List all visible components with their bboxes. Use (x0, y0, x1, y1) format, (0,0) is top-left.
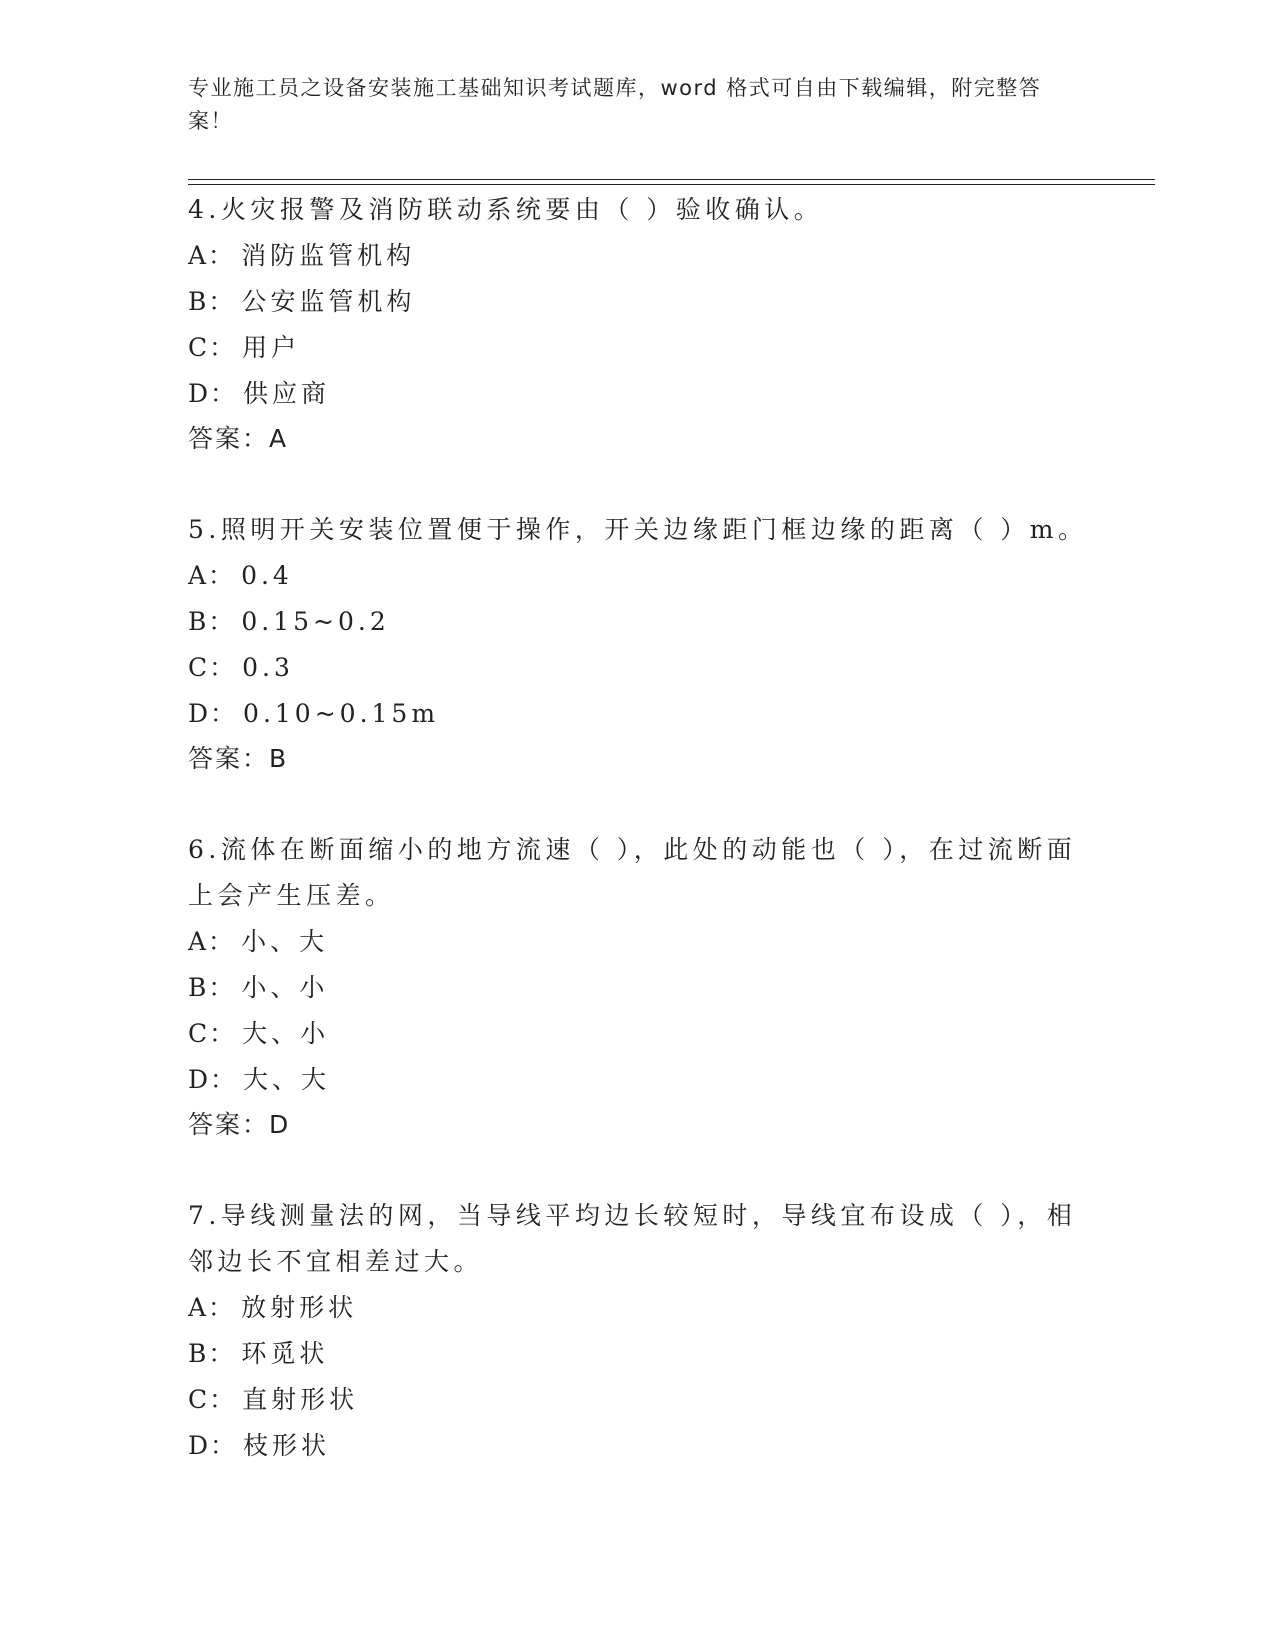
option-text: 环觅状 (241, 1339, 329, 1368)
question-stem: 6.流体在断面缩小的地方流速（ ），此处的动能也（ ），在过流断面上会产生压差。 (188, 835, 1077, 910)
header-divider-top (188, 179, 1155, 180)
option-text: 小、大 (241, 927, 329, 956)
option-a (188, 1285, 1088, 1331)
question-list (188, 187, 1088, 1515)
option-key: B： (188, 973, 236, 1002)
option-text: 放射形状 (241, 1293, 358, 1322)
option-c (188, 325, 1088, 371)
option-text: 供应商 (243, 379, 331, 408)
option-key: B： (188, 1339, 236, 1368)
option-text: 公安监管机构 (241, 287, 416, 316)
question-7 (188, 1193, 1088, 1469)
question-stem: 5.照明开关安装位置便于操作，开关边缘距门框边缘的距离（ ）m。 (188, 515, 1088, 544)
option-key: A： (188, 241, 236, 270)
option-text: 枝形状 (243, 1431, 331, 1460)
option-d (188, 371, 1088, 417)
option-key: C： (188, 1385, 237, 1414)
option-text: 0.15~0.2 (241, 607, 390, 636)
option-text: 用户 (242, 333, 301, 362)
option-text: 大、大 (243, 1065, 331, 1094)
answer-line: 答案：A (188, 424, 289, 453)
option-key: C： (188, 333, 237, 362)
option-key: A： (188, 1293, 236, 1322)
option-d (188, 1423, 1088, 1469)
option-a (188, 553, 1088, 599)
option-key: C： (188, 653, 237, 682)
option-d (188, 1057, 1088, 1103)
option-text: 0.3 (242, 653, 294, 682)
option-c (188, 1377, 1088, 1423)
answer-line: 答案：B (188, 744, 289, 773)
question-6 (188, 827, 1088, 1147)
option-text: 0.10~0.15m (243, 699, 440, 728)
option-b (188, 1331, 1088, 1377)
option-key: D： (188, 1065, 238, 1094)
option-b (188, 279, 1088, 325)
option-key: B： (188, 607, 236, 636)
option-b (188, 599, 1088, 645)
option-c (188, 1011, 1088, 1057)
option-key: D： (188, 699, 238, 728)
option-text: 直射形状 (242, 1385, 359, 1414)
question-4 (188, 187, 1088, 461)
option-key: D： (188, 379, 238, 408)
option-text: 0.4 (241, 561, 293, 590)
document-header: 专业施工员之设备安装施工基础知识考试题库，word 格式可自由下载编辑，附完整答案！ (188, 76, 1042, 133)
question-stem: 4.火灾报警及消防联动系统要由（ ）验收确认。 (188, 195, 824, 224)
option-text: 消防监管机构 (241, 241, 416, 270)
option-a (188, 919, 1088, 965)
option-key: A： (188, 927, 236, 956)
question-stem: 7.导线测量法的网，当导线平均边长较短时，导线宜布设成（ ），相邻边长不宜相差过大。 (188, 1201, 1077, 1276)
option-text: 小、小 (241, 973, 329, 1002)
option-key: A： (188, 561, 236, 590)
option-c (188, 645, 1088, 691)
header-divider-bottom (188, 184, 1155, 185)
option-text: 大、小 (242, 1019, 330, 1048)
option-key: D： (188, 1431, 238, 1460)
option-b (188, 965, 1088, 1011)
option-key: C： (188, 1019, 237, 1048)
option-d (188, 691, 1088, 737)
question-5 (188, 507, 1088, 781)
option-a (188, 233, 1088, 279)
option-key: B： (188, 287, 236, 316)
answer-line: 答案：D (188, 1110, 291, 1139)
